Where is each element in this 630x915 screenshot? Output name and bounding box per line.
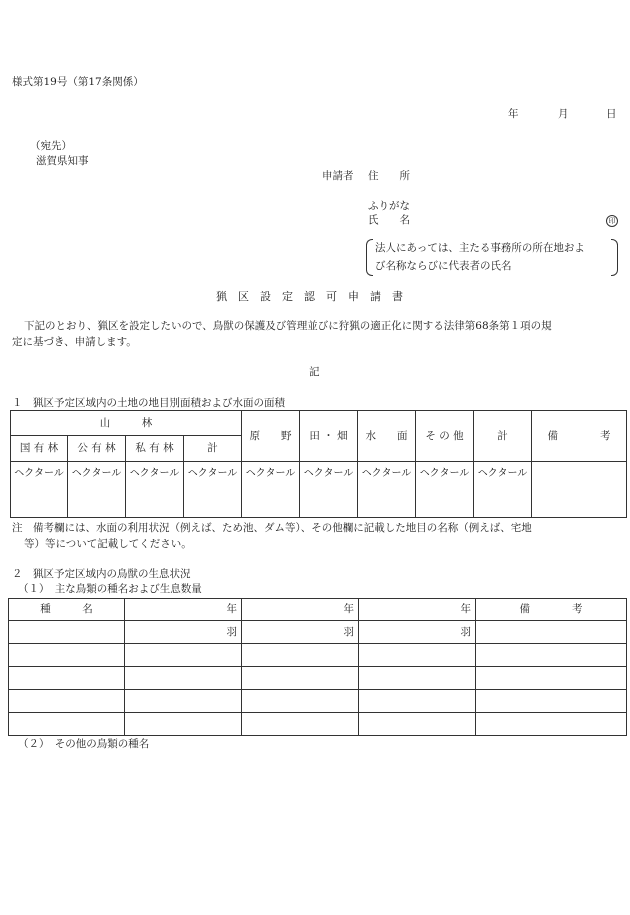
table-row	[9, 690, 627, 713]
name-label: 氏 名	[368, 214, 410, 226]
unit-cell: ヘクタール	[300, 462, 358, 518]
unit-cell: ヘクタール	[242, 462, 300, 518]
header-total: 計	[474, 411, 532, 462]
unit-cell: ヘクタール	[184, 462, 242, 518]
form-number: 様式第19号（第17条関係）	[12, 76, 144, 88]
date-year: 年	[508, 108, 519, 120]
section2-sub1: （１） 主な鳥類の種名および生息数量	[18, 583, 202, 595]
furigana-label: ふりがな	[368, 200, 410, 212]
header-year3: 年	[359, 599, 476, 621]
table-row	[9, 667, 627, 690]
remarks-cell	[532, 462, 627, 518]
date-line	[508, 108, 617, 121]
note-line1: 注 備考欄には、水面の利用状況（例えば、ため池、ダム等）、その他欄に記載した地目の名称（例えば、宅地	[12, 522, 532, 534]
header-remarks: 備 考	[532, 411, 627, 462]
header-forest-total: 計	[184, 436, 242, 462]
body-line2: 定に基づき、申請します。	[12, 336, 137, 348]
corporate-note	[366, 239, 618, 276]
section2-sub2: （２） その他の鳥類の種名	[18, 738, 150, 750]
header-year1: 年	[125, 599, 242, 621]
table-row	[9, 644, 627, 667]
unit-cell: ヘクタール	[68, 462, 126, 518]
seal-icon: 印	[606, 215, 618, 227]
body-line1: 下記のとおり、猟区を設定したいので、鳥獣の保護及び管理並びに狩猟の適正化に関する法律第68条第１項の規	[24, 320, 552, 332]
header-public-forest: 公 有 林	[68, 436, 126, 462]
unit-cell: ヘクタール	[126, 462, 184, 518]
header-field: 原 野	[242, 411, 300, 462]
date-month: 月	[558, 108, 569, 120]
ki-label: 記	[309, 366, 320, 378]
note-line2: 等）等について記載してください。	[24, 538, 192, 550]
header-forest: 山 林	[11, 411, 242, 436]
species-cell	[9, 621, 125, 644]
unit-cell: ヘクタール	[11, 462, 68, 518]
table-row	[9, 713, 627, 736]
unit-cell: 羽	[125, 621, 242, 644]
remarks-cell	[476, 621, 627, 644]
header-year2: 年	[242, 599, 359, 621]
header-other: そ の 他	[416, 411, 474, 462]
unit-cell: 羽	[359, 621, 476, 644]
header-private-forest: 私 有 林	[126, 436, 184, 462]
unit-cell: ヘクタール	[474, 462, 532, 518]
header-national-forest: 国 有 林	[11, 436, 68, 462]
header-species: 種 名	[9, 599, 125, 621]
unit-cell: 羽	[242, 621, 359, 644]
corporate-note-line2: び名称ならびに代表者の氏名	[375, 260, 512, 272]
applicant-label: 申請者	[322, 170, 354, 182]
land-area-table	[10, 410, 627, 518]
bird-table	[8, 598, 627, 736]
unit-cell: ヘクタール	[358, 462, 416, 518]
header-bird-remarks: 備 考	[476, 599, 627, 621]
addressee: 滋賀県知事	[36, 155, 89, 167]
date-day: 日	[606, 108, 617, 120]
section2-heading: ２ 猟区予定区域内の鳥獣の生息状況	[12, 568, 191, 580]
header-water: 水 面	[358, 411, 416, 462]
seal-mark	[606, 214, 618, 227]
document-title: 猟 区 設 定 認 可 申 請 書	[216, 290, 403, 303]
addressee-label: （宛先）	[30, 140, 72, 152]
unit-cell: ヘクタール	[416, 462, 474, 518]
section1-heading: １ 猟区予定区域内の土地の地目別面積および水面の面積	[12, 397, 285, 409]
address-label: 住 所	[368, 170, 410, 182]
corporate-note-line1: 法人にあっては、主たる事務所の所在地およ	[375, 242, 585, 254]
header-farmland: 田 ・ 畑	[300, 411, 358, 462]
